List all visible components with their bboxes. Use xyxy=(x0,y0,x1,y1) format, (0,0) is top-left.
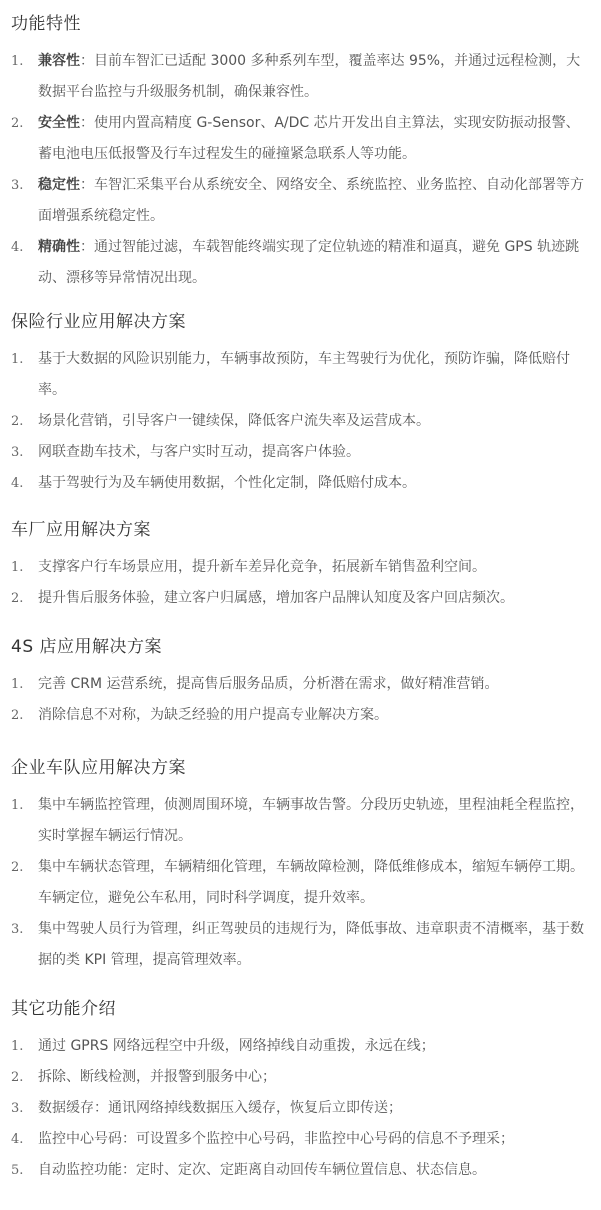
list-item-text: 场景化营销，引导客户一键续保，降低客户流失率及运营成本。 xyxy=(38,413,430,429)
list-number: 3. xyxy=(11,1101,24,1116)
list-number: 2. xyxy=(11,708,24,723)
list-number: 1. xyxy=(11,560,24,575)
list-item xyxy=(11,344,591,406)
list-item xyxy=(11,437,591,468)
list-number: 5. xyxy=(11,1163,24,1178)
list-item xyxy=(11,583,591,614)
list-item-text: ：目前车智汇已适配 3000 多种系列车型，覆盖率达 95%，并通过远程检测，大数据平台监控与升级服务机制，确保兼容性。 xyxy=(38,53,581,100)
list-item-text: 通过 GPRS 网络远程空中升级，网络掉线自动重拨，永远在线； xyxy=(38,1038,435,1054)
section-4s-store xyxy=(11,635,591,731)
list-item xyxy=(11,669,591,700)
list-number: 3. xyxy=(11,178,24,193)
list-number: 2. xyxy=(11,414,24,429)
section-other-features xyxy=(11,997,591,1186)
list-item-keyword: 兼容性 xyxy=(38,53,80,69)
feature-list xyxy=(11,46,591,294)
list-item-text: 网联查勘车技术，与客户实时互动，提高客户体验。 xyxy=(38,444,360,460)
list-number: 2. xyxy=(11,591,24,606)
list-number: 4. xyxy=(11,240,24,255)
list-item-text: 监控中心号码：可设置多个监控中心号码，非监控中心号码的信息不予理采； xyxy=(38,1131,514,1147)
automaker-list xyxy=(11,552,591,614)
list-item xyxy=(11,700,591,731)
list-item-text: 消除信息不对称，为缺乏经验的用户提高专业解决方案。 xyxy=(38,707,388,723)
list-item xyxy=(11,468,591,499)
list-item xyxy=(11,790,591,852)
list-number: 3. xyxy=(11,445,24,460)
list-item xyxy=(11,108,591,170)
list-item xyxy=(11,1155,591,1186)
list-number: 2. xyxy=(11,860,24,875)
list-item xyxy=(11,1124,591,1155)
section-title: 4S 店应用解决方案 xyxy=(11,637,163,657)
section-title: 功能特性 xyxy=(11,14,81,34)
list-item-keyword: 精确性 xyxy=(38,239,80,255)
section-title: 车厂应用解决方案 xyxy=(11,520,151,540)
list-number: 4. xyxy=(11,476,24,491)
list-item-keyword: 安全性 xyxy=(38,115,80,131)
fleet-list xyxy=(11,790,591,976)
section-fleet xyxy=(11,756,591,976)
insurance-list xyxy=(11,344,591,499)
list-number: 1. xyxy=(11,798,24,813)
section-spacer xyxy=(11,499,591,518)
section-title: 保险行业应用解决方案 xyxy=(11,312,186,332)
list-item-text: 集中驾驶人员行为管理，纠正驾驶员的违规行为，降低事故、违章职责不清概率，基于数据的类 KPI 管理，提高管理效率。 xyxy=(38,921,584,968)
list-item-text: 提升售后服务体验，建立客户归属感，增加客户品牌认知度及客户回店频次。 xyxy=(38,590,514,606)
section-title: 其它功能介绍 xyxy=(11,999,116,1019)
list-item xyxy=(11,552,591,583)
list-item-text: ：车智汇采集平台从系统安全、网络安全、系统监控、业务监控、自动化部署等方面增强系统稳定性。 xyxy=(38,177,584,224)
list-number: 1. xyxy=(11,677,24,692)
list-number: 1. xyxy=(11,1039,24,1054)
section-spacer xyxy=(11,976,591,997)
section-title: 企业车队应用解决方案 xyxy=(11,758,186,778)
list-item-text: 拆除、断线检测，并报警到服务中心； xyxy=(38,1069,276,1085)
section-automaker xyxy=(11,518,591,614)
list-number: 3. xyxy=(11,922,24,937)
list-item xyxy=(11,914,591,976)
section-features xyxy=(11,12,591,294)
list-item-text: 基于大数据的风险识别能力，车辆事故预防，车主驾驶行为优化，预防诈骗，降低赔付率。 xyxy=(38,351,570,398)
section-spacer xyxy=(11,614,591,635)
list-item-text: ：通过智能过滤，车载智能终端实现了定位轨迹的精准和逼真，避免 GPS 轨迹跳动、漂移等异常情况出现。 xyxy=(38,239,580,286)
list-item xyxy=(11,46,591,108)
list-number: 1. xyxy=(11,54,24,69)
section-spacer xyxy=(11,731,591,756)
list-item-text: 支撑客户行车场景应用，提升新车差异化竞争，拓展新车销售盈利空间。 xyxy=(38,559,486,575)
list-item-text: 自动监控功能：定时、定次、定距离自动回传车辆位置信息、状态信息。 xyxy=(38,1162,486,1178)
list-number: 2. xyxy=(11,1070,24,1085)
list-item-text: 基于驾驶行为及车辆使用数据，个性化定制，降低赔付成本。 xyxy=(38,475,416,491)
list-item-text: ：使用内置高精度 G-Sensor、A/DC 芯片开发出自主算法，实现安防振动报警、蓄电池电压低报警及行车过程发生的碰撞紧急联系人等功能。 xyxy=(38,115,580,162)
list-item-keyword: 稳定性 xyxy=(38,177,80,193)
section-insurance xyxy=(11,310,591,499)
list-number: 2. xyxy=(11,116,24,131)
list-item xyxy=(11,232,591,294)
section-spacer xyxy=(11,294,591,310)
list-item xyxy=(11,852,591,914)
list-item xyxy=(11,1093,591,1124)
list-item-text: 集中车辆状态管理，车辆精细化管理，车辆故障检测，降低维修成本，缩短车辆停工期。车辆定位，避免公车私用，同时科学调度，提升效率。 xyxy=(38,859,584,906)
list-item-text: 数据缓存：通讯网络掉线数据压入缓存，恢复后立即传送； xyxy=(38,1100,402,1116)
list-item-text: 集中车辆监控管理，侦测周围环境，车辆事故告警。分段历史轨迹，里程油耗全程监控，实时掌握车辆运行情况。 xyxy=(38,797,584,844)
4s-store-list xyxy=(11,669,591,731)
list-item xyxy=(11,1062,591,1093)
list-item xyxy=(11,1031,591,1062)
other-features-list xyxy=(11,1031,591,1186)
list-number: 4. xyxy=(11,1132,24,1147)
list-item xyxy=(11,170,591,232)
list-item xyxy=(11,406,591,437)
list-item-text: 完善 CRM 运营系统，提高售后服务品质，分析潜在需求，做好精准营销。 xyxy=(38,676,499,692)
list-number: 1. xyxy=(11,352,24,367)
